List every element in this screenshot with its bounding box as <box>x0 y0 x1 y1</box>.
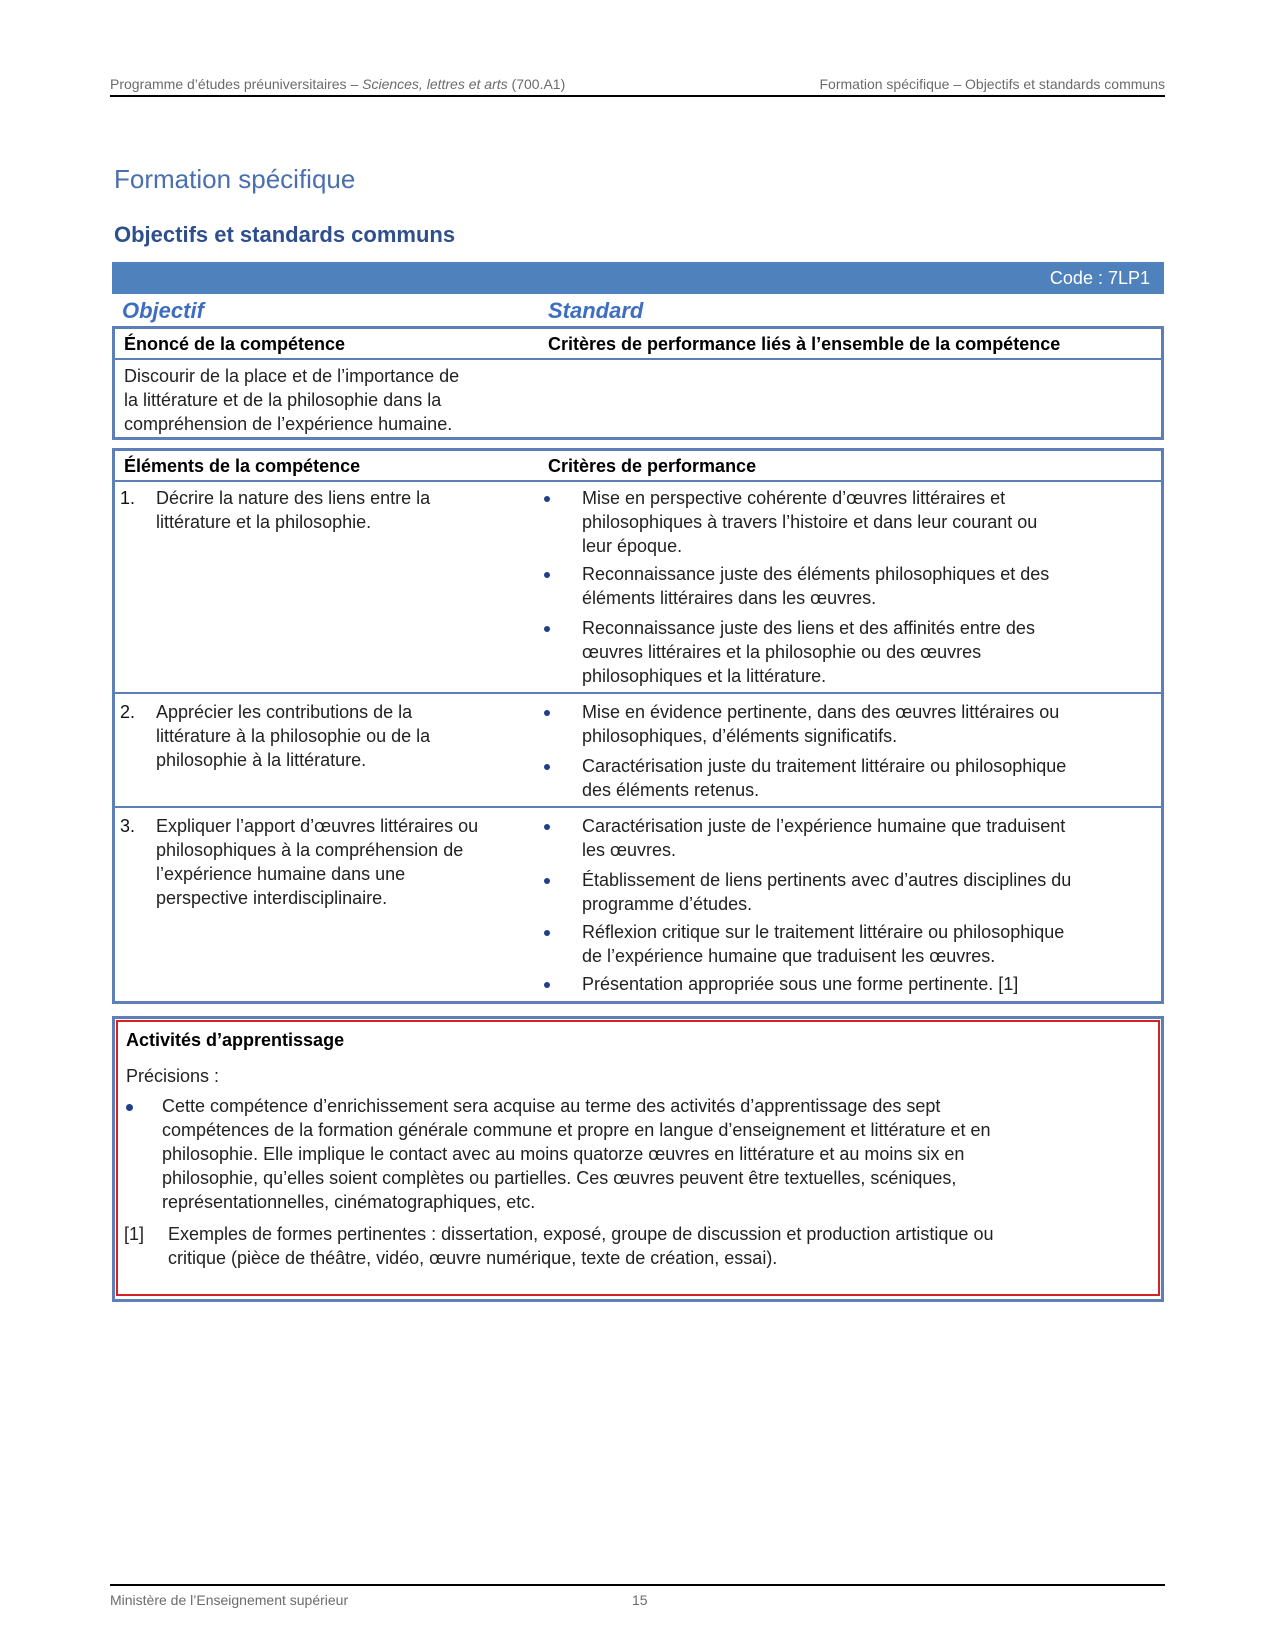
footer-ministry: Ministère de l’Enseignement supérieur <box>110 1592 349 1608</box>
page-subtitle: Objectifs et standards communs <box>114 222 456 247</box>
bullet-icon <box>544 824 550 830</box>
element-text: Expliquer l’apport d’œuvres littéraires ou philosophiques à la compréhension de l’expérience humaine dans une perspective interdisciplinaire. <box>156 816 479 908</box>
bullet-icon <box>544 710 550 716</box>
bullet-icon <box>544 982 550 988</box>
criterion-item: Mise en perspective cohérente d’œuvres littéraires et philosophiques à travers l’histoire et dans leur courant ou leur époque. <box>582 488 1038 556</box>
row-divider-2 <box>115 806 1161 808</box>
footer-rule <box>110 1584 1165 1586</box>
bullet-icon <box>544 878 550 884</box>
header-program: Programme d’études préuniversitaires – <box>110 76 363 92</box>
elements-divider <box>115 480 1161 482</box>
criterion-item: Établissement de liens pertinents avec d’autres disciplines du programme d’études. <box>582 870 1072 914</box>
bullet-icon <box>544 764 550 770</box>
element-number: 1. <box>120 488 136 508</box>
enonce-label: Énoncé de la compétence <box>124 334 346 354</box>
competence-code: Code : 7LP1 <box>1049 268 1150 288</box>
enonce-text: Discourir de la place et de l’importance de la littérature et de la philosophie dans la compréhension de l’expérience humaine. <box>124 366 460 434</box>
running-header-left <box>110 76 565 92</box>
enonce-divider <box>115 358 1161 360</box>
bullet-icon <box>544 572 550 578</box>
running-header-right: Formation spécifique – Objectifs et standards communs <box>819 76 1165 92</box>
row-divider-1 <box>115 692 1161 694</box>
element-text: Apprécier les contributions de la littérature à la philosophie ou de la philosophie à la littérature. <box>156 702 431 770</box>
criterion-item: Présentation appropriée sous une forme pertinente. [1] <box>582 974 1019 994</box>
bullet-icon <box>544 930 550 936</box>
page-title: Formation spécifique <box>114 164 356 194</box>
page-number: 15 <box>632 1592 648 1608</box>
criterion-item: Réflexion critique sur le traitement littéraire ou philosophique de l’expérience humaine que traduisent les œuvres. <box>582 922 1065 966</box>
criteres-label: Critères de performance <box>548 456 757 476</box>
objectif-heading: Objectif <box>122 298 204 323</box>
criterion-item: Caractérisation juste du traitement littéraire ou philosophique des éléments retenus. <box>582 756 1067 800</box>
footnote-text: Exemples de formes pertinentes : dissertation, exposé, groupe de discussion et production artistique ou critique (pièce de théâtre, vidéo, œuvre numérique, texte de création, essai). <box>168 1224 994 1268</box>
bullet-icon <box>544 496 550 502</box>
criteres-ensemble-label: Critères de performance liés à l’ensemble de la compétence <box>548 334 1061 354</box>
elements-label: Éléments de la compétence <box>124 456 361 476</box>
bullet-icon <box>126 1104 133 1111</box>
footnote-marker: [1] <box>124 1224 145 1244</box>
element-number: 2. <box>120 702 136 722</box>
code-bar <box>112 262 1164 294</box>
precisions-label: Précisions : <box>126 1066 220 1086</box>
element-text: Décrire la nature des liens entre la littérature et la philosophie. <box>156 488 431 532</box>
criterion-item: Caractérisation juste de l’expérience humaine que traduisent les œuvres. <box>582 816 1066 860</box>
criterion-item: Reconnaissance juste des liens et des affinités entre des œuvres littéraires et la philosophie ou des œuvres philosophiques et la littérature. <box>582 618 1035 686</box>
criterion-item: Reconnaissance juste des éléments philosophiques et des éléments littéraires dans les œuvres. <box>582 564 1050 608</box>
criterion-item: Mise en évidence pertinente, dans des œuvres littéraires ou philosophiques, d’éléments significatifs. <box>582 702 1060 746</box>
header-program-name: Sciences, lettres et arts <box>362 76 508 92</box>
header-rule <box>110 95 1165 97</box>
activites-title: Activités d’apprentissage <box>126 1030 345 1050</box>
standard-heading: Standard <box>548 298 644 323</box>
header-program-code: (700.A1) <box>507 76 566 92</box>
element-number: 3. <box>120 816 136 836</box>
precisions-text: Cette compétence d’enrichissement sera acquise au terme des activités d’apprentissage des sept compétences de la formation générale commune et propre en langue d’enseignement et littérature et en philosophie. Elle implique le contact avec au moins quatorze œuvres en littérature et au moins six en philosophie, qu’elles soient complètes ou partielles. Ces œuvres peuvent être textuelles, scéniques, représentationnelles, cinématographiques, etc. <box>162 1096 991 1212</box>
bullet-icon <box>544 626 550 632</box>
